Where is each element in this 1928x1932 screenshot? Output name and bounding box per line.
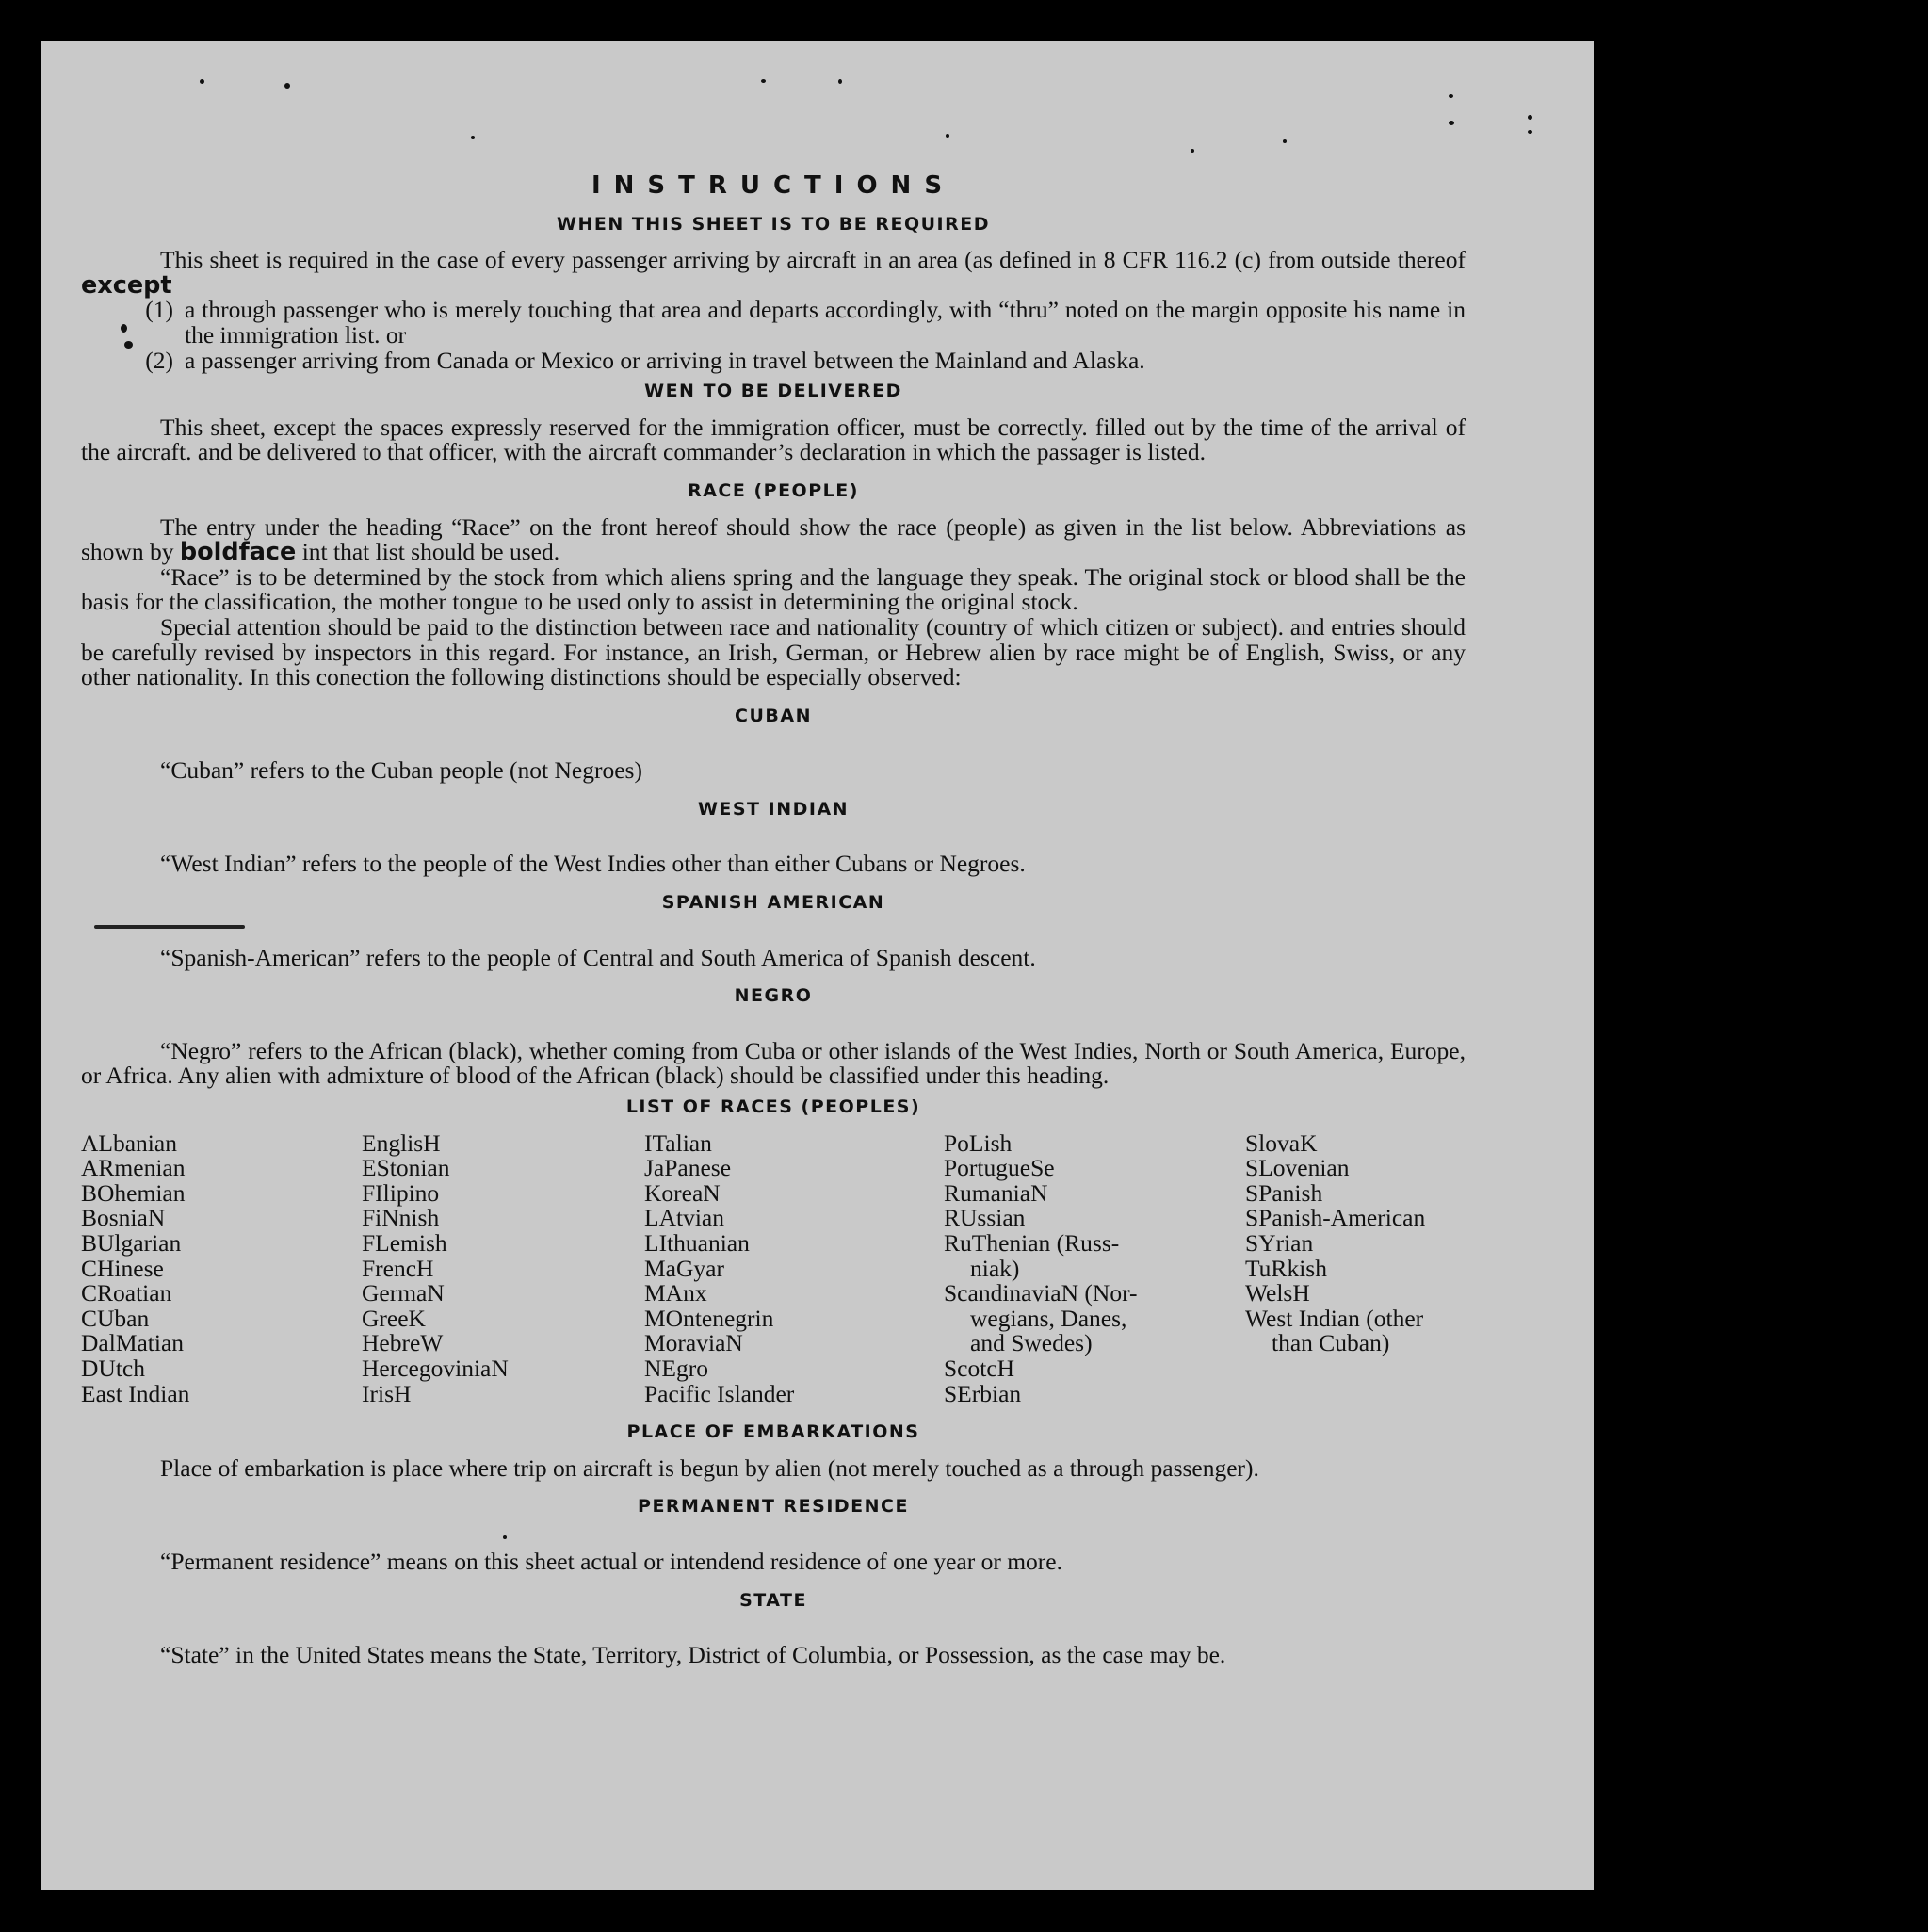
race-entry: EnglisH bbox=[362, 1128, 441, 1157]
race-entry: ARmenian bbox=[81, 1154, 186, 1182]
item-text: a passenger arriving from Canada or Mexico or arriving in travel between the Mainland and Alaska. bbox=[185, 346, 1145, 374]
race-entry: East Indian bbox=[81, 1379, 190, 1407]
item-text: a through passenger who is merely touching that area and departs accordingly, with “thru” noted on the margin opposite his name in the immigration list. or bbox=[185, 296, 1466, 349]
race-entry: CHinese bbox=[81, 1254, 164, 1282]
race-entry: RuThenian (Russ- bbox=[944, 1229, 1120, 1257]
spanish-american-text: “Spanish-American” refers to the people of Central and South America of Spanish descent. bbox=[160, 943, 1036, 971]
races-column-1 bbox=[81, 1128, 362, 1407]
item-number: (1) bbox=[145, 296, 173, 324]
item-number: (2) bbox=[145, 346, 173, 374]
heading-list-of-races: LIST OF RACES (PEOPLES) bbox=[625, 1096, 921, 1118]
race-entry-continued: than Cuban) bbox=[1272, 1329, 1390, 1357]
race-entry: EStonian bbox=[362, 1154, 450, 1182]
scan-speck bbox=[1283, 139, 1287, 143]
scan-speck bbox=[471, 136, 475, 139]
scan-speck bbox=[1528, 130, 1532, 134]
spacer bbox=[81, 739, 1466, 758]
race-entry: PoLish bbox=[944, 1128, 1013, 1157]
races-column-3 bbox=[644, 1128, 944, 1407]
races-column-5 bbox=[1245, 1128, 1490, 1407]
race-entry: JaPanese bbox=[644, 1154, 732, 1182]
race-paragraph-1 bbox=[81, 512, 1466, 567]
race-entry: SLovenian bbox=[1245, 1154, 1350, 1182]
race-p1-before: The entry under the heading “Race” on the front hereof should show the race (people) as given in the list below. Abbreviations as shown by bbox=[81, 512, 1466, 566]
race-entry: NEgro bbox=[644, 1354, 708, 1382]
heading-when-required: WHEN THIS SHEET IS TO BE REQUIRED bbox=[556, 213, 990, 235]
scan-speck bbox=[761, 79, 766, 83]
when-required-intro bbox=[81, 248, 1466, 298]
races-column-4 bbox=[944, 1128, 1245, 1407]
race-entry: BosniaN bbox=[81, 1204, 166, 1232]
race-entry-continued: niak) bbox=[970, 1254, 1020, 1282]
document-sheet bbox=[41, 41, 1594, 1890]
scan-speck bbox=[946, 134, 949, 138]
race-entry: RUssian bbox=[944, 1204, 1026, 1232]
race-p1-bold: boldface bbox=[179, 538, 297, 567]
race-entry: CRoatian bbox=[81, 1279, 172, 1307]
race-entry: PortugueSe bbox=[944, 1154, 1055, 1182]
west-indian-text: “West Indian” refers to the people of the West Indies other than either Cubans or Negroes. bbox=[160, 850, 1026, 878]
permanent-residence-text: “Permanent residence” means on this sheet actual or intendend residence of one year or more. bbox=[160, 1547, 1062, 1575]
heading-spanish-american: SPANISH AMERICAN bbox=[661, 892, 885, 914]
race-entry: GermaN bbox=[362, 1279, 445, 1307]
race-paragraph-3: Special attention should be paid to the distinction between race and nationality (country of which citizen or subject). and entries should be carefully revised by inspectors in this regard. For instance, an Irish, German, or Hebrew alien by race might be of English, Swiss, or any other nationality. In this conection the following distinctions should be especially observed: bbox=[81, 612, 1466, 691]
document-body bbox=[81, 173, 1466, 1668]
when-delivered-text: This sheet, except the spaces expressly reserved for the immigration officer, must be correctly. filled out by the time of the arrival of the aircraft. and be delivered to that officer, with the aircraft commander’s declaration in which the passager is listed. bbox=[81, 413, 1466, 466]
race-entry: TuRkish bbox=[1245, 1254, 1327, 1282]
race-entry: SYrian bbox=[1245, 1229, 1314, 1257]
races-column-2 bbox=[362, 1128, 644, 1407]
race-entry: MaGyar bbox=[644, 1254, 724, 1282]
race-entry: West Indian (other bbox=[1245, 1304, 1424, 1332]
race-entry-continued: and Swedes) bbox=[970, 1329, 1093, 1357]
races-list bbox=[81, 1128, 1466, 1407]
scan-speck bbox=[284, 83, 290, 89]
spacer bbox=[81, 1624, 1466, 1643]
race-entry: ScandinaviaN (Nor- bbox=[944, 1279, 1138, 1307]
negro-text: “Negro” refers to the African (black), whether coming from Cuba or other islands of the West Indies, North or South America, Europe, or Africa. Any alien with admixture of blood of the African (black) should be classified under this heading. bbox=[81, 1036, 1466, 1090]
race-entry: CUban bbox=[81, 1304, 150, 1332]
race-entry: FiNnish bbox=[362, 1204, 440, 1232]
spacer bbox=[81, 1531, 1466, 1550]
race-entry: SPanish-American bbox=[1245, 1204, 1426, 1232]
heading-west-indian: WEST INDIAN bbox=[697, 798, 850, 820]
race-entry: ITalian bbox=[644, 1128, 712, 1157]
heading-state: STATE bbox=[739, 1589, 807, 1611]
race-entry: Pacific Islander bbox=[644, 1379, 795, 1407]
heading-embarkation: PLACE OF EMBARKATIONS bbox=[626, 1421, 920, 1443]
when-required-item-2 bbox=[81, 346, 1466, 374]
race-entry: DUtch bbox=[81, 1354, 145, 1382]
cuban-text: “Cuban” refers to the Cuban people (not Negroes) bbox=[160, 756, 642, 785]
scan-speck bbox=[200, 79, 204, 84]
race-entry: DalMatian bbox=[81, 1329, 185, 1357]
scan-speck bbox=[1528, 115, 1532, 120]
race-entry: RumaniaN bbox=[944, 1178, 1048, 1207]
race-entry: HebreW bbox=[362, 1329, 444, 1357]
scan-speck bbox=[1449, 121, 1454, 125]
race-entry: MoraviaN bbox=[644, 1329, 743, 1357]
scan-speck bbox=[838, 79, 842, 84]
race-entry: LAtvian bbox=[644, 1204, 724, 1232]
race-entry: ScotcH bbox=[944, 1354, 1015, 1382]
race-entry: HercegoviniaN bbox=[362, 1354, 509, 1382]
heading-cuban: CUBAN bbox=[735, 705, 812, 726]
heading-negro: NEGRO bbox=[734, 985, 813, 1007]
when-required-intro-bold: except bbox=[81, 270, 172, 300]
race-entry: ALbanian bbox=[81, 1128, 177, 1157]
when-required-intro-text: This sheet is required in the case of every passenger arriving by aircraft in an area (as defined in 8 CFR 116.2 (c) from outside thereof bbox=[160, 246, 1466, 274]
race-entry: BOhemian bbox=[81, 1178, 186, 1207]
race-entry: KoreaN bbox=[644, 1178, 721, 1207]
race-paragraph-2: “Race” is to be determined by the stock from which aliens spring and the language they speak. The original stock or blood shall be the basis for the classification, the mother tongue to be used only to assist in determining the original stock. bbox=[81, 562, 1466, 616]
embarkation-text: Place of embarkation is place where trip on aircraft is begun by alien (not merely touched as a through passenger). bbox=[160, 1453, 1259, 1482]
spacer bbox=[81, 833, 1466, 852]
spacer bbox=[81, 927, 1466, 946]
race-entry-continued: wegians, Danes, bbox=[970, 1304, 1127, 1332]
race-entry: MAnx bbox=[644, 1279, 707, 1307]
race-entry: IrisH bbox=[362, 1379, 412, 1407]
scan-speck bbox=[1191, 149, 1194, 153]
page-title: INSTRUCTIONS bbox=[591, 171, 956, 200]
heading-permanent-residence: PERMANENT RESIDENCE bbox=[638, 1496, 909, 1518]
spacer bbox=[81, 1020, 1466, 1039]
race-entry: FIlipino bbox=[362, 1178, 440, 1207]
race-entry: BUlgarian bbox=[81, 1229, 182, 1257]
race-entry: SlovaK bbox=[1245, 1128, 1318, 1157]
race-entry: SPanish bbox=[1245, 1178, 1323, 1207]
state-text: “State” in the United States means the State, Territory, District of Columbia, or Possession, as the case may be. bbox=[160, 1641, 1226, 1669]
race-entry: GreeK bbox=[362, 1304, 426, 1332]
race-p1-after: int that list should be used. bbox=[296, 538, 560, 566]
race-entry: SErbian bbox=[944, 1379, 1022, 1407]
scan-speck bbox=[1449, 94, 1453, 98]
race-entry: LIthuanian bbox=[644, 1229, 750, 1257]
heading-race: RACE (PEOPLE) bbox=[688, 479, 859, 501]
race-entry: FrencH bbox=[362, 1254, 434, 1282]
race-entry: FLemish bbox=[362, 1229, 447, 1257]
heading-when-delivered: WEN TO BE DELIVERED bbox=[644, 381, 902, 402]
race-entry: WelsH bbox=[1245, 1279, 1310, 1307]
race-entry: MOntenegrin bbox=[644, 1304, 774, 1332]
when-required-item-1 bbox=[81, 298, 1466, 348]
